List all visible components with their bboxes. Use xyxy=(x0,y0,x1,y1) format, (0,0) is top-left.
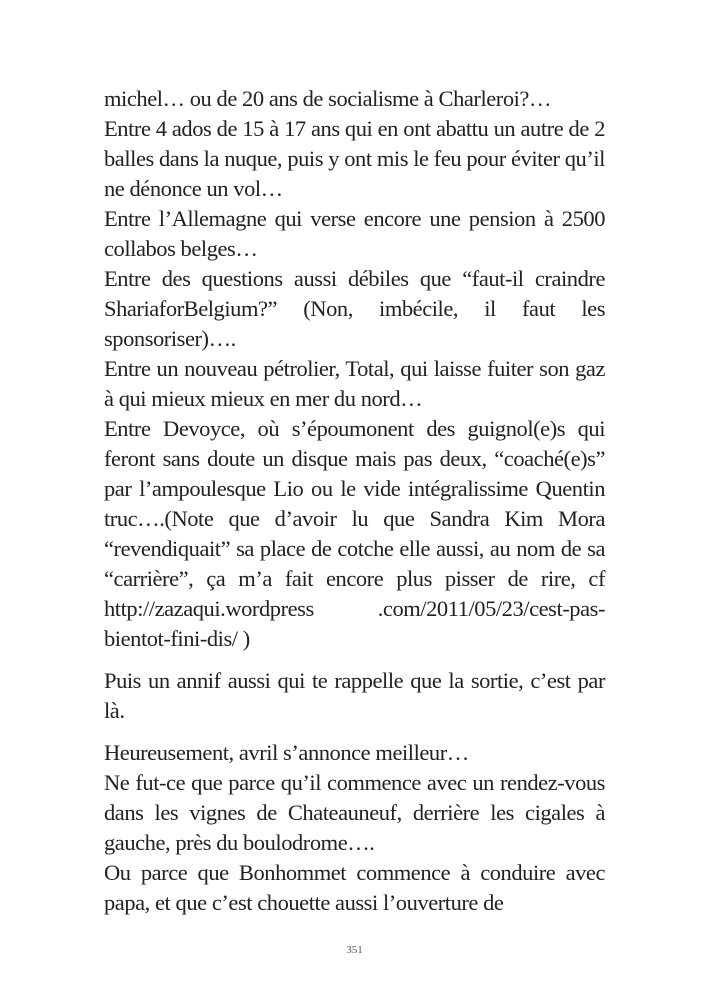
paragraph-bonhommet: Ou parce que Bonhommet commence à conduire avec papa, et que c’est chouette aussi l’ouverture de xyxy=(104,860,605,915)
page-body xyxy=(104,84,605,918)
paragraph-devoyce: Entre Devoyce, où s’époumonent des guignol(e)s qui feront sans doute un disque mais pas deux, “coaché(e)s” par l’ampoulesque Lio ou le vide intégralissime Quentin truc….(Note que d’avoir lu que Sandra Kim Mora “revendiquait” sa place de cotche elle aussi, au nom de sa “carrière”, ça m’a fait encore plus pisser de rire, cf http://zazaqui.wordpress .com/2011/05/23/cest-pas-bientot-fini-dis/ ) xyxy=(104,416,605,651)
paragraph-ados: Entre 4 ados de 15 à 17 ans qui en ont abattu un autre de 2 balles dans la nuque, puis y ont mis le feu pour éviter qu’il ne dénonce un vol… xyxy=(104,116,605,201)
paragraph-petrolier: Entre un nouveau pétrolier, Total, qui laisse fuiter son gaz à qui mieux mieux en mer du nord… xyxy=(104,356,605,411)
paragraph-allemagne: Entre l’Allemagne qui verse encore une pension à 2500 collabos belges… xyxy=(104,206,605,261)
paragraph-questions: Entre des questions aussi débiles que “faut-il craindre ShariaforBelgium?” (Non, imbécile, il faut les sponsoriser)…. xyxy=(104,266,605,351)
paragraph-chateauneuf: Ne fut-ce que parce qu’il commence avec un rendez-vous dans les vignes de Chateauneuf, derrière les cigales à gauche, près du boulodrome…. xyxy=(104,770,605,855)
page-number: 351 xyxy=(346,944,363,956)
paragraph-annif: Puis un annif aussi qui te rappelle que la sortie, c’est par là. xyxy=(104,668,605,723)
paragraph-avril: Heureusement, avril s’annonce meilleur… xyxy=(104,740,469,765)
paragraph-charleroi: michel… ou de 20 ans de socialisme à Charleroi?… xyxy=(104,86,552,111)
